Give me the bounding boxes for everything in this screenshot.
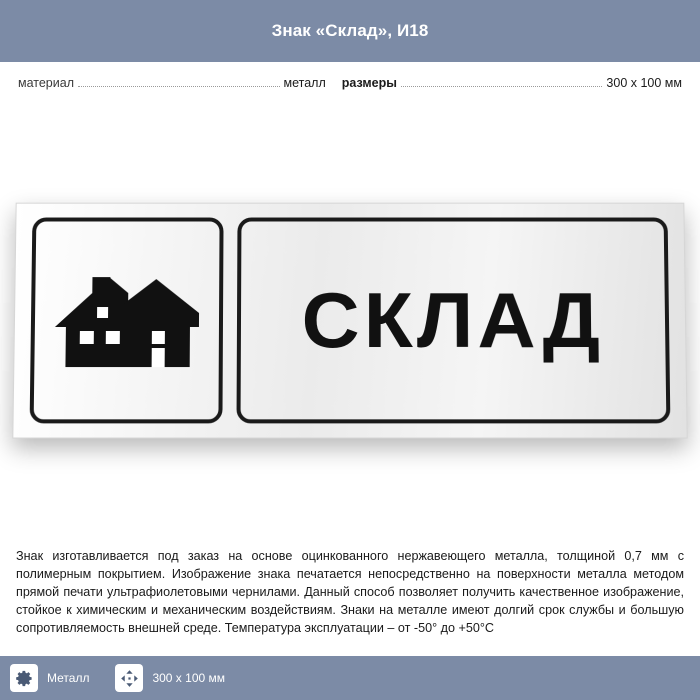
page-header: [0, 0, 700, 62]
sign-plate-inner: [30, 218, 671, 424]
sign-plate: [12, 203, 687, 439]
product-image-area: [0, 150, 700, 535]
spec-dots-material: [78, 85, 280, 87]
spec-material-label: материал: [18, 76, 74, 90]
footer-size-item: [115, 664, 225, 692]
footer-material-item: [10, 664, 89, 692]
spec-row: [18, 76, 682, 90]
spec-size-label: размеры: [341, 76, 397, 90]
footer-size-text: 300 x 100 мм: [152, 671, 225, 685]
spec-material-value: металл: [283, 76, 326, 90]
warehouse-house-icon: [51, 265, 202, 375]
resize-arrows-icon: [115, 664, 143, 692]
page-title: Знак «Склад», И18: [271, 21, 429, 40]
sign-text-frame: [237, 218, 671, 424]
page-footer: [0, 656, 700, 700]
sign-plate-shadow: [12, 203, 687, 439]
spec-size-value: 300 x 100 мм: [606, 76, 682, 90]
sign-text: СКЛАД: [301, 276, 605, 365]
product-description: Знак изготавливается под заказ на основе оцинкованного нержавеющего металла, толщиной 0,7 мм с полимерным покрытием. Изображение знака печатается непосредственно на поверхности металла методом прямой печати ультрафиолетовыми чернилами. Данный способ позволяет получить качественное изображение, стойкое к химическим и механическим воздействиям. Знаки на металле имеют долгий срок службы и большую сопротивляемость внешней среде. Температура эксплуатации – от -50° до +50°С: [16, 549, 684, 635]
gear-icon: [10, 664, 38, 692]
pictogram-frame: [30, 218, 224, 424]
spec-dots-size: [401, 85, 603, 87]
footer-material-text: Металл: [47, 671, 90, 685]
